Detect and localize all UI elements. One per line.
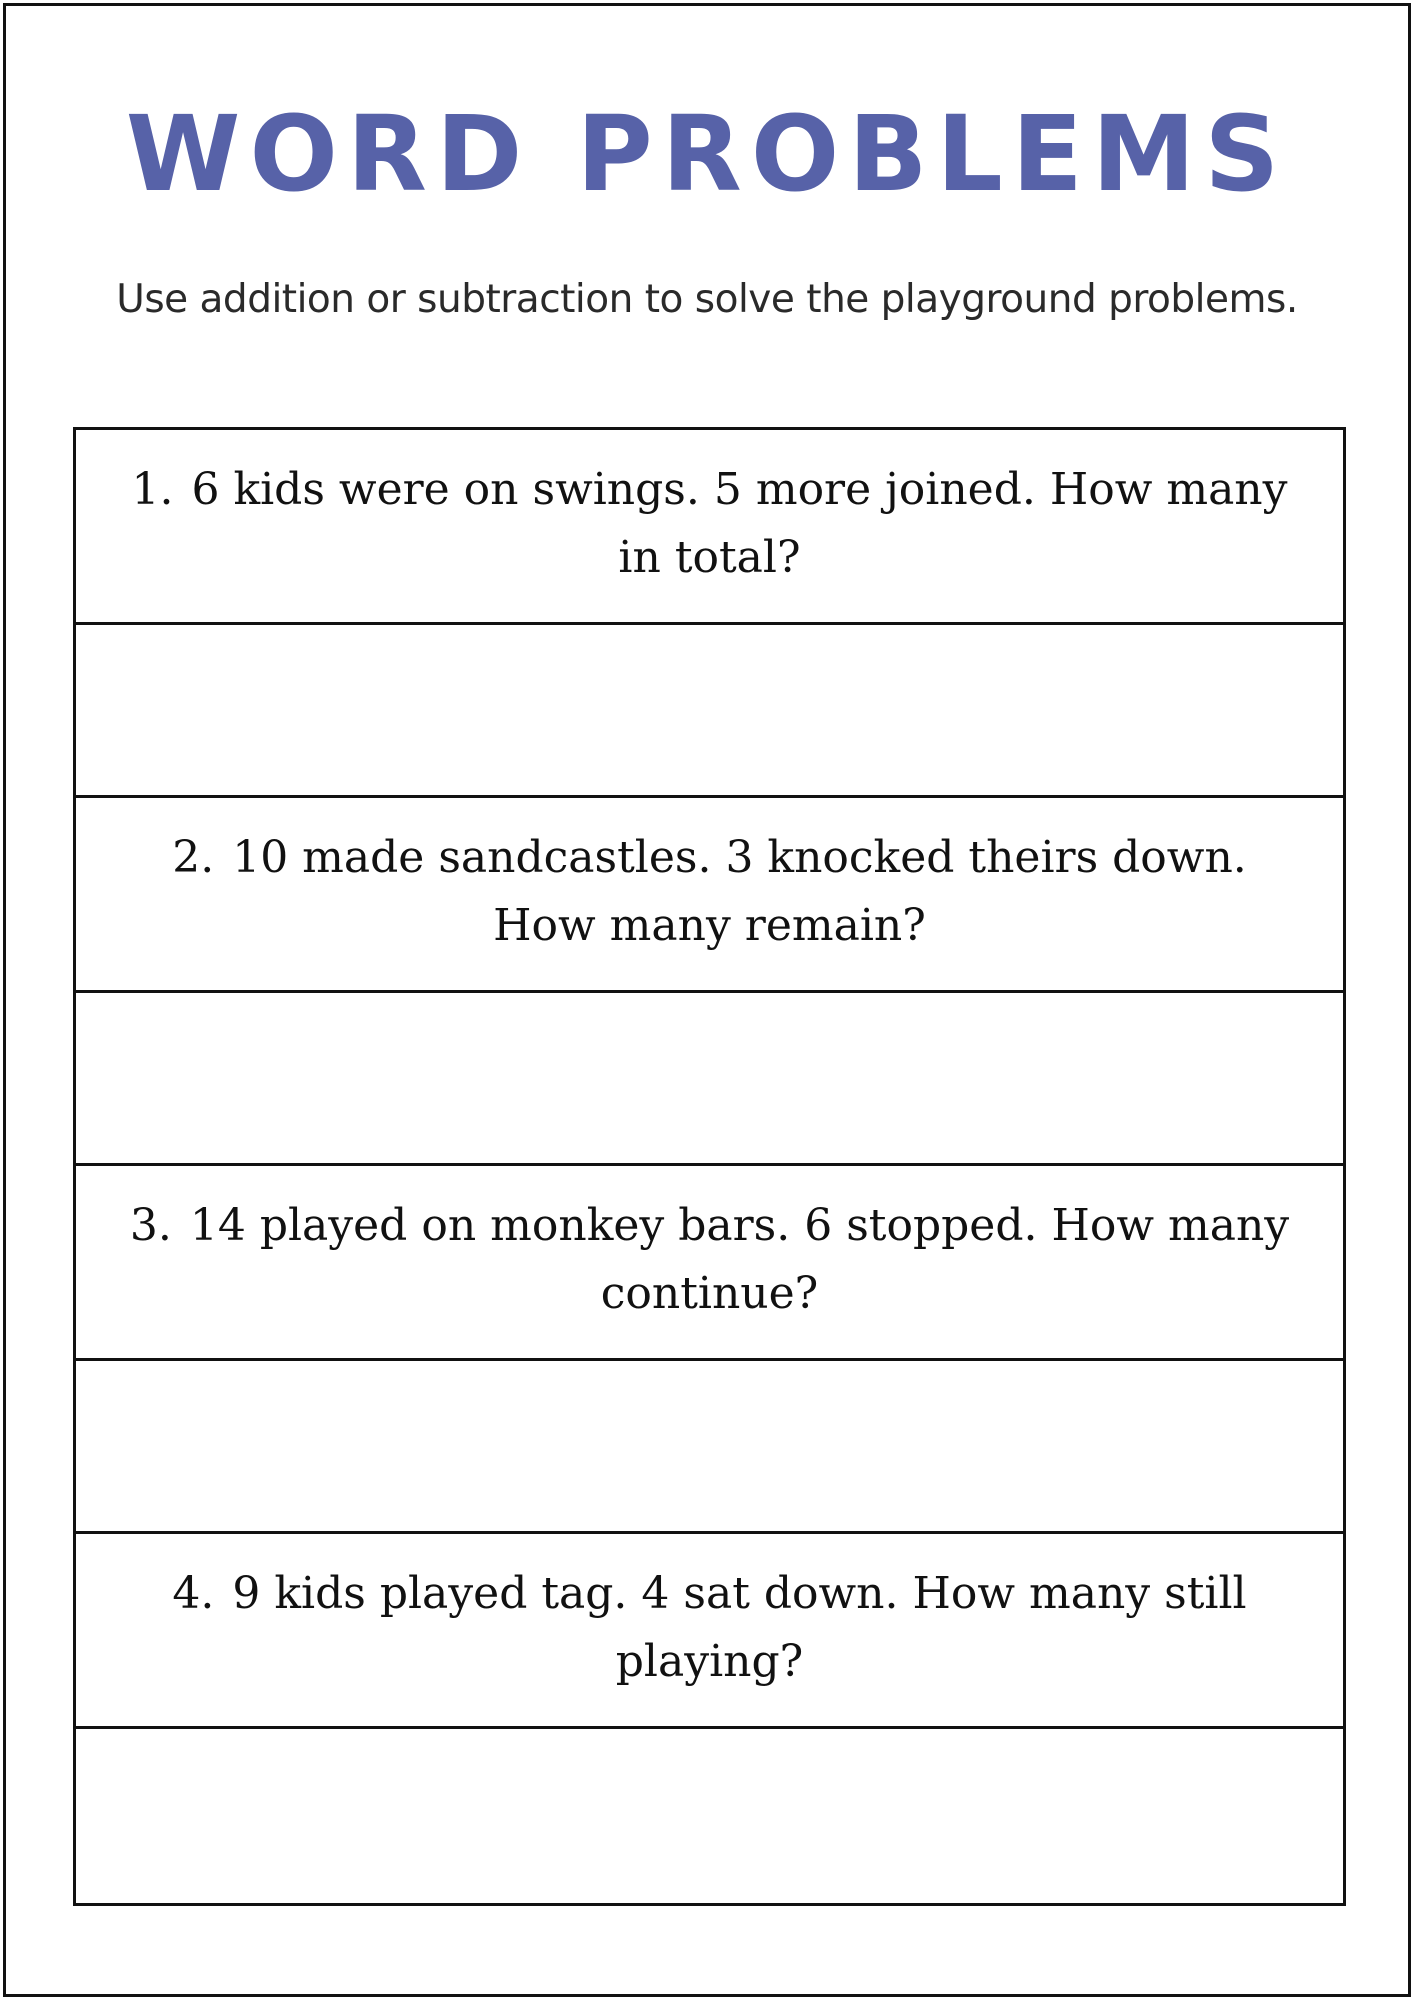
problem-row-4: [76, 1534, 1343, 1729]
problem-question-1: 6 kids were on swings. 5 more joined. How many in total?: [191, 464, 1288, 583]
problem-question-3: 14 played on monkey bars. 6 stopped. How many continue?: [189, 1200, 1290, 1319]
problem-text-3: [116, 1192, 1303, 1328]
problem-number-4: 4.: [172, 1568, 215, 1619]
problem-text-4: [116, 1560, 1303, 1696]
instructions: Use addition or subtraction to solve the playground problems.: [116, 277, 1298, 322]
problem-number-2: 2.: [172, 832, 215, 883]
problem-question-2: 10 made sandcastles. 3 knocked theirs down. How many remain?: [232, 832, 1247, 951]
worksheet-page: [3, 3, 1411, 1997]
problem-text-1: [116, 456, 1303, 592]
answer-box-2[interactable]: [76, 993, 1343, 1166]
problem-question-4: 9 kids played tag. 4 sat down. How many still playing?: [232, 1568, 1247, 1687]
answer-box-4[interactable]: [76, 1729, 1343, 1902]
problem-number-3: 3.: [129, 1200, 172, 1251]
problem-row-2: [76, 798, 1343, 993]
problem-number-1: 1.: [131, 464, 174, 515]
problem-row-3: [76, 1166, 1343, 1361]
page-title: WORD PROBLEMS: [125, 93, 1289, 215]
problem-row-1: [76, 430, 1343, 625]
problem-text-2: [116, 824, 1303, 960]
answer-box-1[interactable]: [76, 625, 1343, 798]
answer-box-3[interactable]: [76, 1361, 1343, 1534]
problems-table: [73, 427, 1346, 1906]
